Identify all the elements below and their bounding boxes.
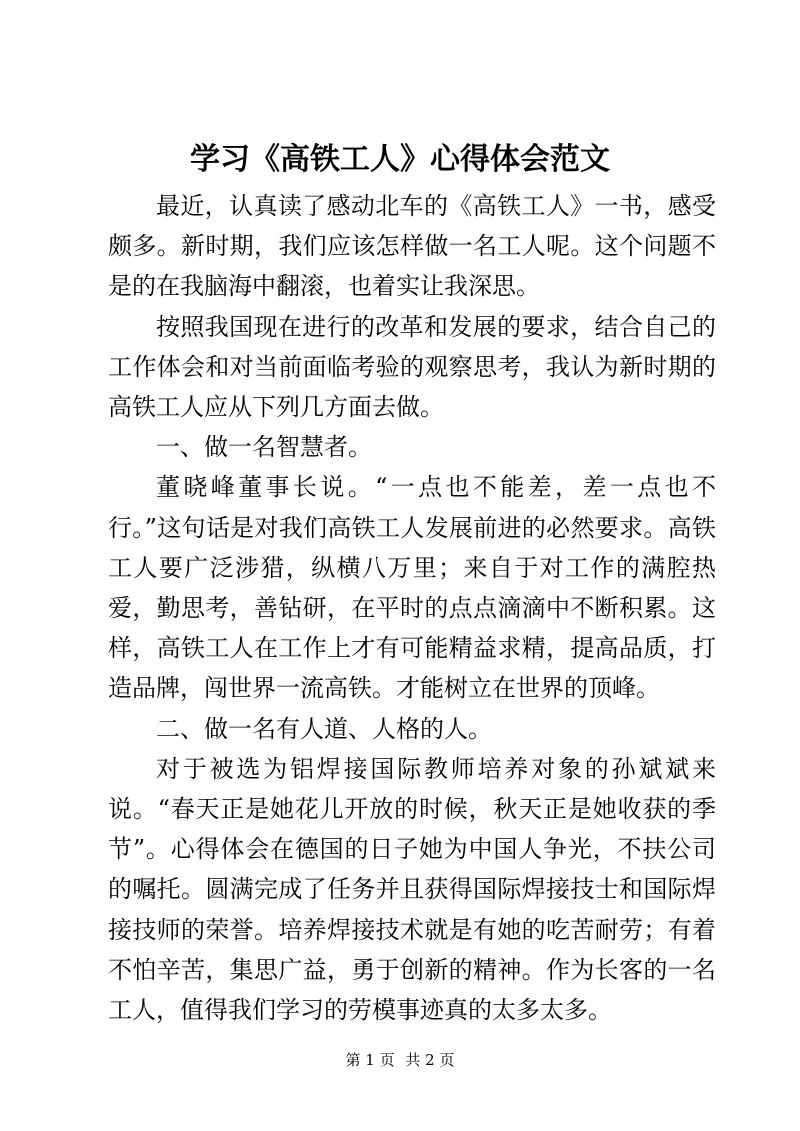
heading-humane-person: 二、做一名有人道、人格的人。 [156,714,492,743]
heading-wise-person: 一、做一名智慧者。 [156,433,372,462]
paragraph-welder-story: 对于被选为铝焊接国际教师培养对象的孙斌斌来说。“春天正是她花儿开放的时候，秋天正是她收获的季节”。心得体会在德国的日子她为中国人争光，不扶公司的嘱托。圆满完成了任务并且获得国际焊接技士和国际焊接技师的荣誉。培养焊接技术就是有她的吃苦耐劳；有着不怕辛苦，集思广益，勇于创新的精神。作为长客的一名工人，值得我们学习的劳模事迹真的太多太多。 [108,754,716,1025]
page-number-current: 第 1 页 [345,1051,395,1069]
document-body [108,186,716,1030]
document-title: 学习《高铁工人》心得体会范文 [190,142,610,177]
page-number-total: 共 2 页 [405,1051,455,1069]
page-footer [0,1049,800,1071]
paragraph-approach: 按照我国现在进行的改革和发展的要求，结合自己的工作体会和对当前面临考验的观察思考，我认为新时期的高铁工人应从下列几方面去做。 [108,312,716,422]
paragraph-chairman-quote: 董晓峰董事长说。“一点也不能差，差一点也不行。”这句话是对我们高铁工人发展前进的必然要求。高铁工人要广泛涉猎，纵横八万里；来自于对工作的满腔热爱，勤思考，善钻研，在平时的点点滴滴中不断积累。这样，高铁工人在工作上才有可能精益求精，提高品质，打造品牌，闯世界一流高铁。才能树立在世界的顶峰。 [108,473,716,703]
paragraph-intro: 最近，认真读了感动北车的《高铁工人》一书，感受颇多。新时期，我们应该怎样做一名工人呢。这个问题不是的在我脑海中翻滚，也着实让我深思。 [108,192,716,301]
